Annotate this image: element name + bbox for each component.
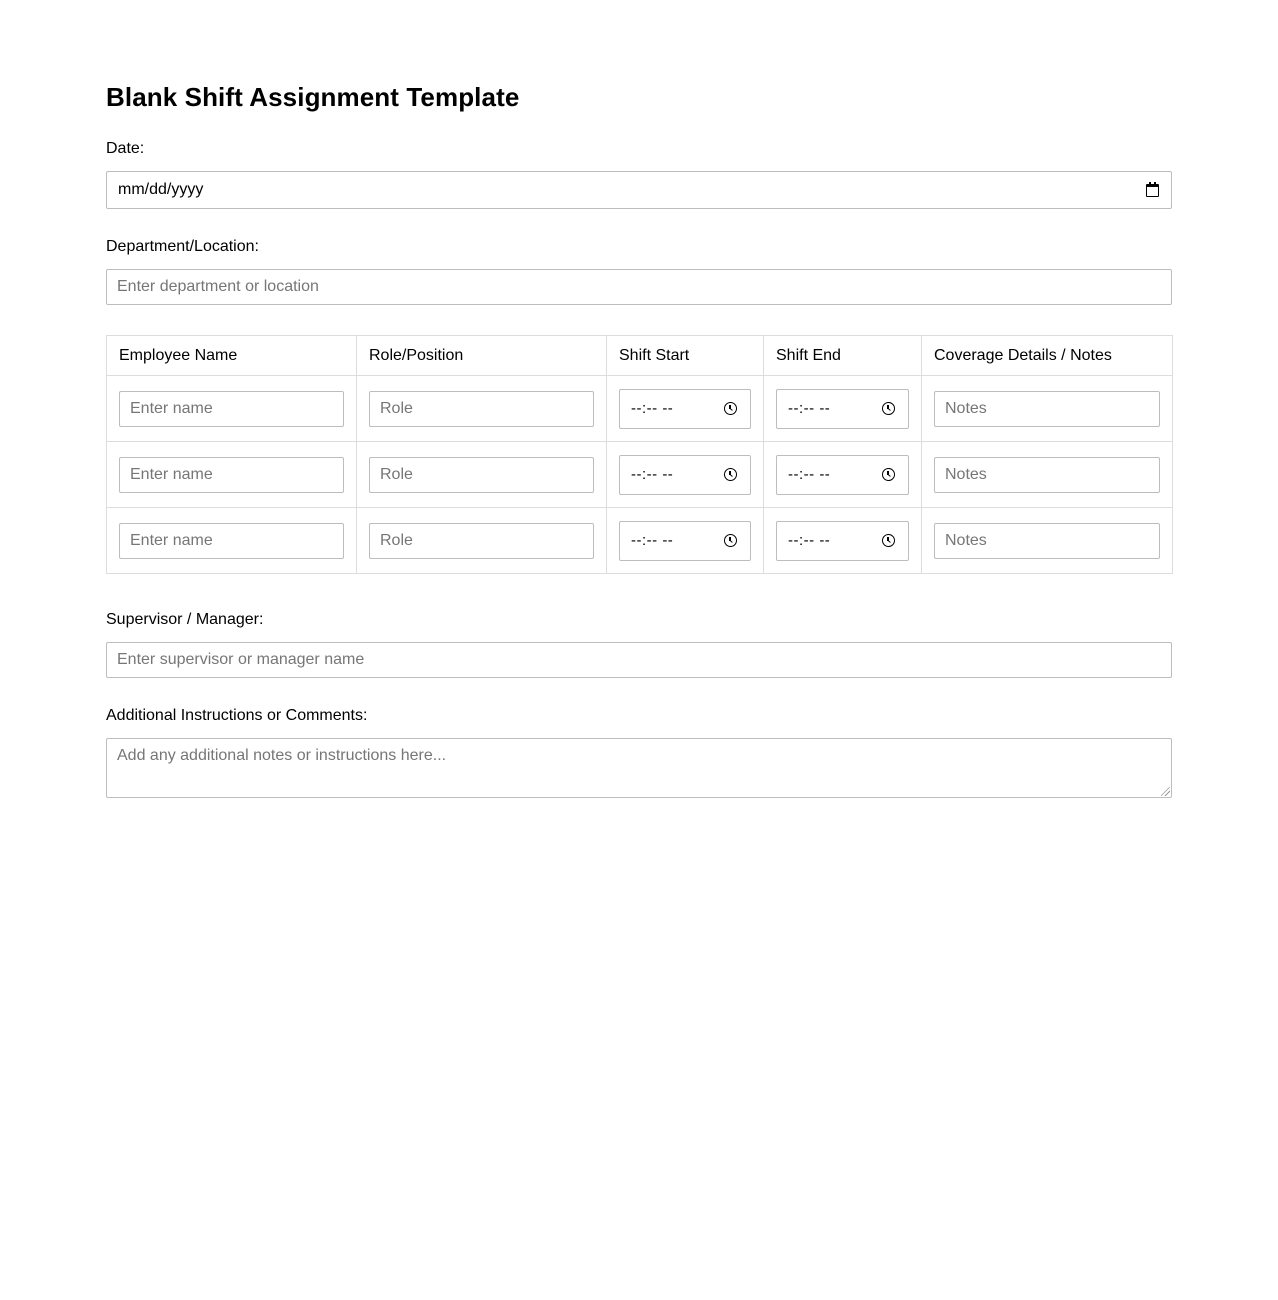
calendar-icon[interactable] [1146,184,1159,197]
header-shift-end: Shift End [764,336,922,376]
employee-name-placeholder: Enter name [130,531,213,549]
shift-end-input[interactable] [776,521,909,561]
shift-start-input[interactable] [619,389,751,429]
shift-start-value: --:-- -- [631,466,674,483]
employee-name-input[interactable] [119,457,344,493]
table-row [107,376,1173,442]
notes-placeholder: Notes [945,531,987,549]
date-placeholder: mm/dd/yyyy [118,181,204,198]
department-placeholder: Enter department or location [117,278,319,295]
clock-icon[interactable] [882,534,895,547]
date-label: Date: [106,140,145,157]
role-placeholder: Role [380,531,413,549]
notes-input[interactable] [934,457,1160,493]
table-header-row [107,336,1173,376]
header-role-position: Role/Position [357,336,607,376]
shift-start-input[interactable] [619,455,751,495]
shift-start-value: --:-- -- [631,400,674,417]
role-input[interactable] [369,457,594,493]
shift-end-input[interactable] [776,455,909,495]
employee-name-input[interactable] [119,523,344,559]
shift-table [106,335,1173,574]
date-input[interactable] [106,171,1172,209]
shift-end-value: --:-- -- [788,532,831,549]
shift-start-value: --:-- -- [631,532,674,549]
role-input[interactable] [369,523,594,559]
page-title: Blank Shift Assignment Template [106,82,520,112]
clock-icon[interactable] [724,402,737,415]
role-placeholder: Role [380,465,413,483]
comments-placeholder: Add any additional notes or instructions here... [117,747,447,764]
supervisor-label: Supervisor / Manager: [106,611,264,628]
role-placeholder: Role [380,399,413,417]
supervisor-placeholder: Enter supervisor or manager name [117,651,365,668]
employee-name-placeholder: Enter name [130,465,213,483]
clock-icon[interactable] [724,534,737,547]
comments-label: Additional Instructions or Comments: [106,707,368,724]
comments-textarea[interactable] [106,738,1172,798]
shift-end-value: --:-- -- [788,466,831,483]
notes-input[interactable] [934,391,1160,427]
resize-handle-icon[interactable] [1161,787,1170,796]
header-coverage-notes: Coverage Details / Notes [922,336,1173,376]
header-employee-name: Employee Name [107,336,357,376]
header-shift-start: Shift Start [607,336,764,376]
table-row [107,508,1173,574]
employee-name-placeholder: Enter name [130,399,213,417]
supervisor-input[interactable] [106,642,1172,678]
role-input[interactable] [369,391,594,427]
notes-placeholder: Notes [945,399,987,417]
clock-icon[interactable] [724,468,737,481]
clock-icon[interactable] [882,468,895,481]
employee-name-input[interactable] [119,391,344,427]
notes-placeholder: Notes [945,465,987,483]
shift-end-input[interactable] [776,389,909,429]
department-label: Department/Location: [106,238,259,255]
table-row [107,442,1173,508]
clock-icon[interactable] [882,402,895,415]
notes-input[interactable] [934,523,1160,559]
department-input[interactable] [106,269,1172,305]
shift-start-input[interactable] [619,521,751,561]
shift-end-value: --:-- -- [788,400,831,417]
